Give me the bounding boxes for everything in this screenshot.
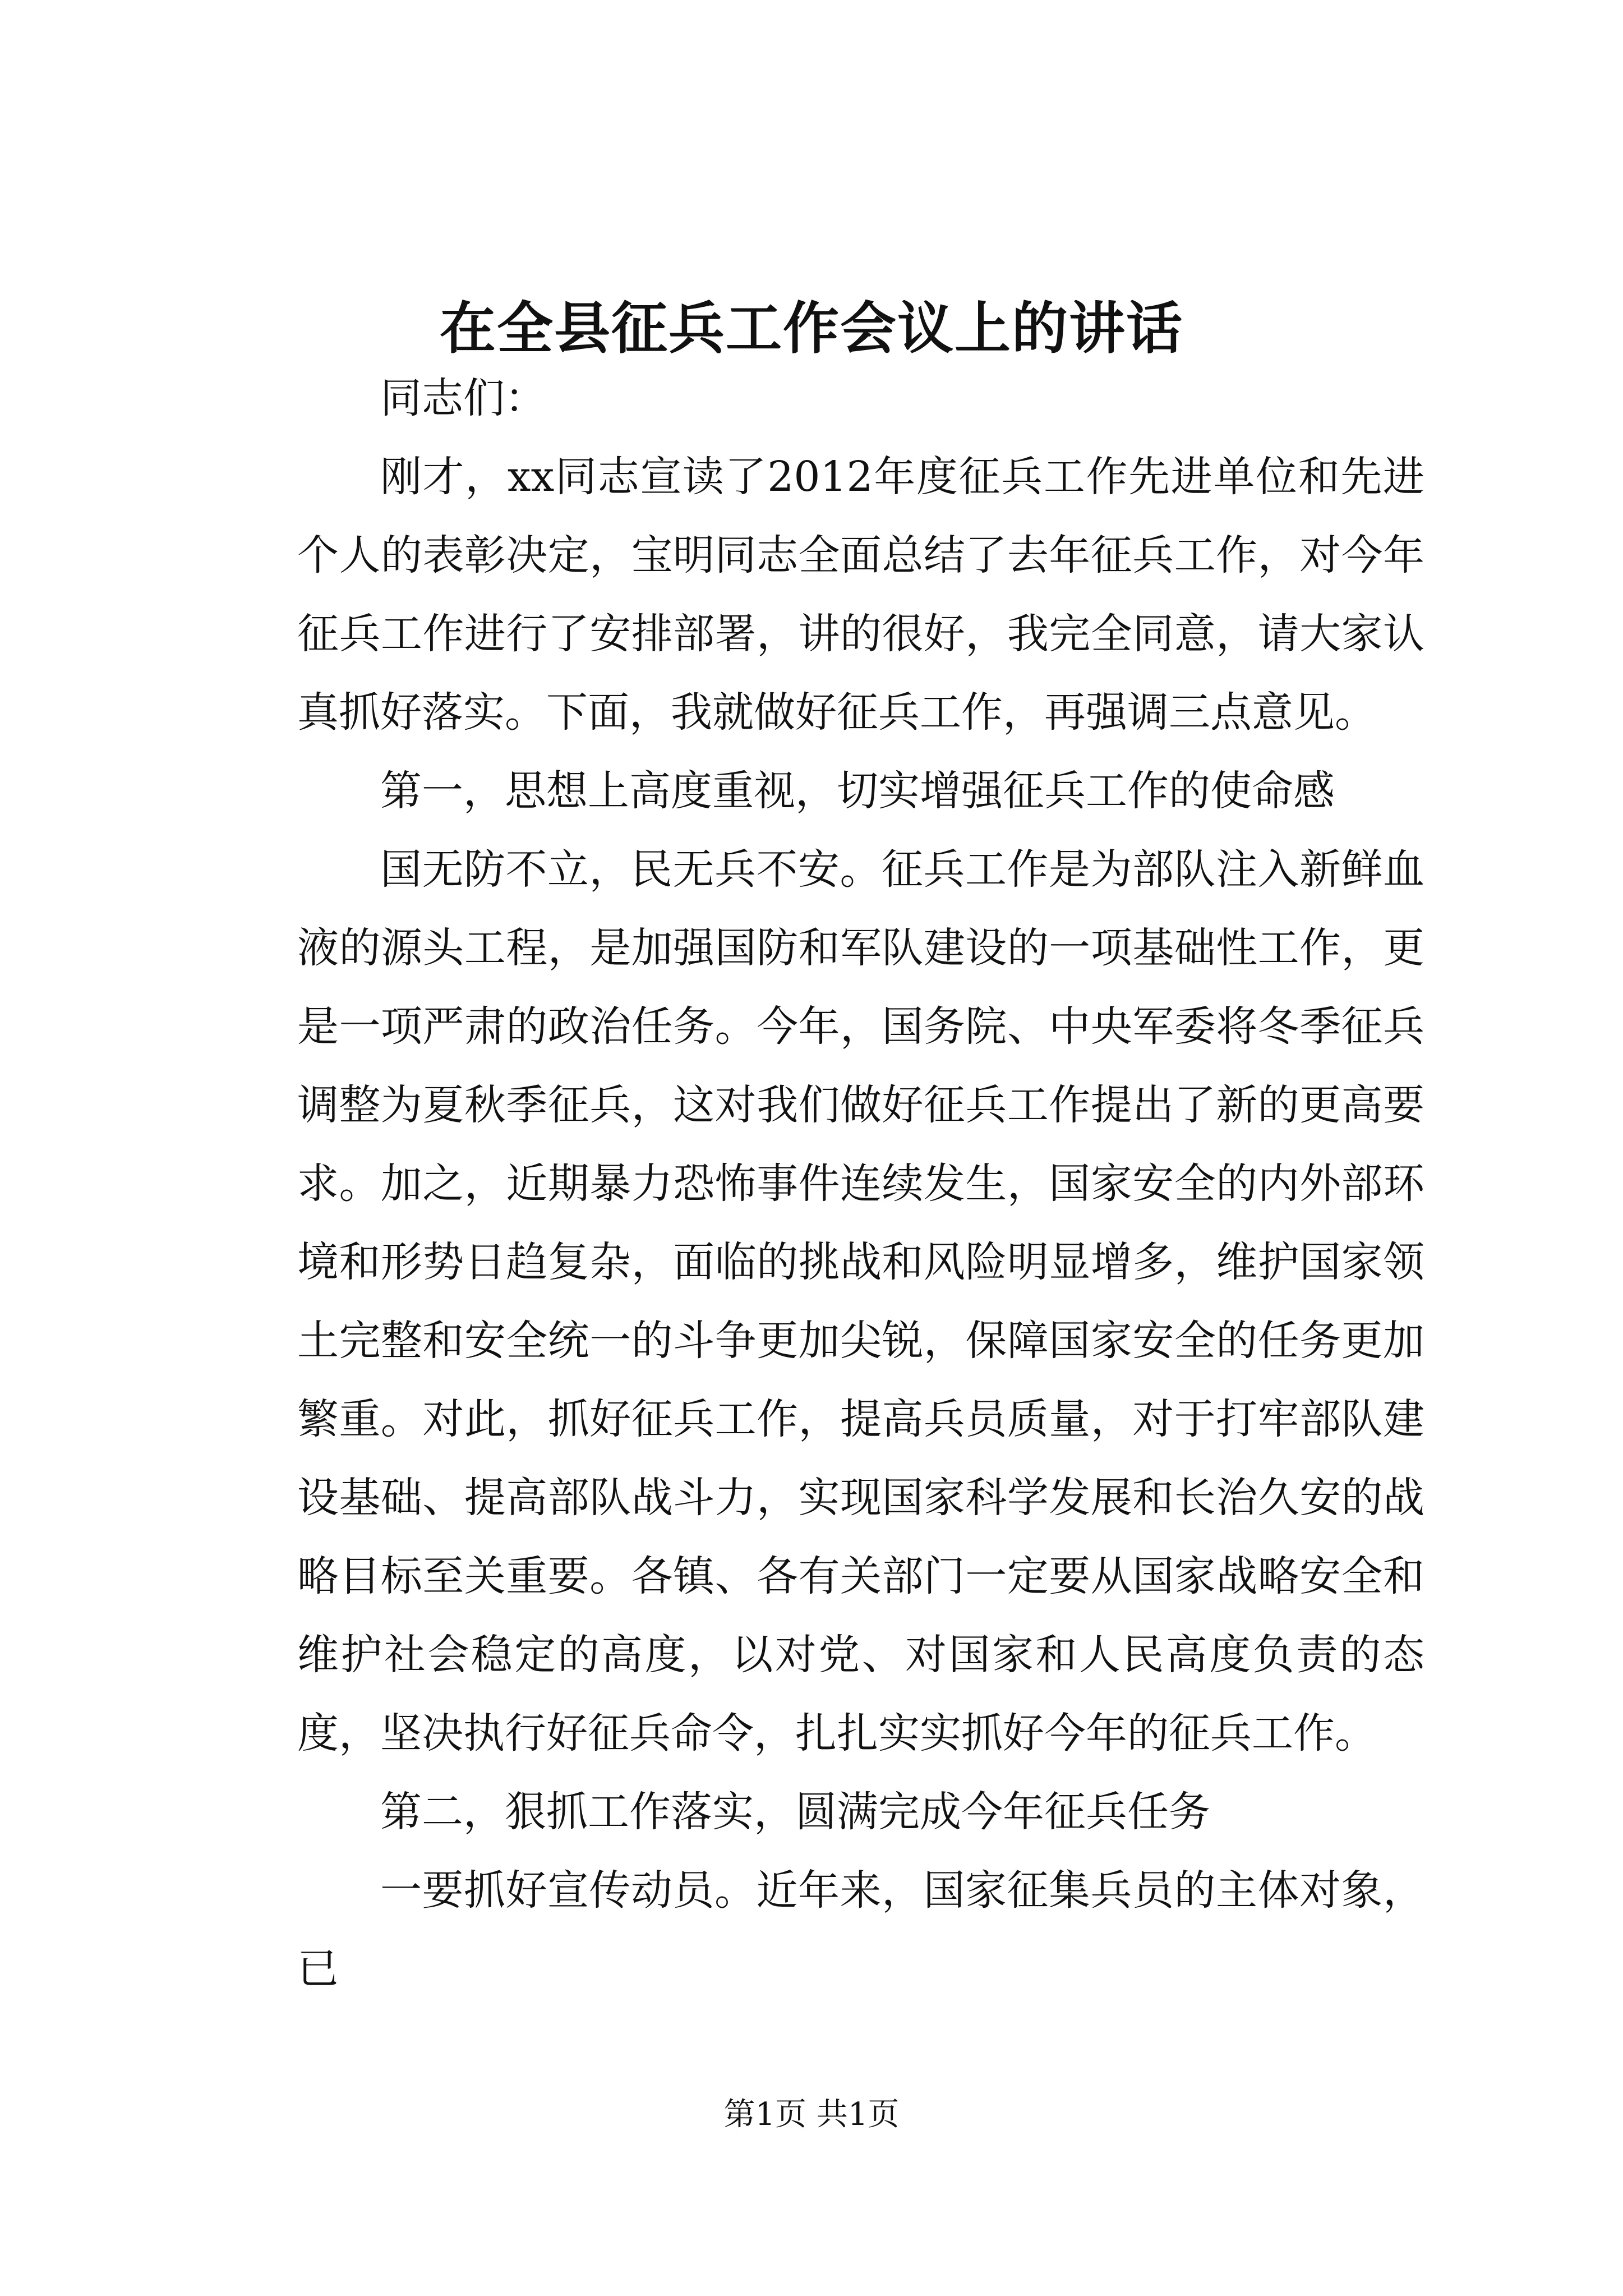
opening-paragraph: 刚才，xx同志宣读了2012年度征兵工作先进单位和先进个人的表彰决定，宝明同志全面总结了去年征兵工作，对今年征兵工作进行了安排部署，讲的很好，我完全同意，请大家认真抓好落实。下面，我就做好征兵工作，再强调三点意见。 bbox=[297, 453, 1424, 737]
document-body bbox=[297, 359, 1424, 2008]
section-2-paragraph: 一要抓好宣传动员。近年来，国家征集兵员的主体对象，已 bbox=[297, 1866, 1424, 1993]
document-title: 在全县征兵工作会议上的讲话 bbox=[440, 295, 1183, 361]
section-1-paragraph: 国无防不立，民无兵不安。征兵工作是为部队注入新鲜血液的源头工程，是加强国防和军队建设的一项基础性工作，更是一项严肃的政治任务。今年，国务院、中央军委将冬季征兵调整为夏秋季征兵，这对我们做好征兵工作提出了新的更高要求。加之，近期暴力恐怖事件连续发生，国家安全的内外部环境和形势日趋复杂，面临的挑战和风险明显增多，维护国家领土完整和安全统一的斗争更加尖锐，保障国家安全的任务更加繁重。对此，抓好征兵工作，提高兵员质量，对于打牢部队建设基础、提高部队战斗力，实现国家科学发展和长治久安的战略目标至关重要。各镇、各有关部门一定要从国家战略安全和维护社会稳定的高度，以对党、对国家和人民高度负责的态度，坚决执行好征兵命令，扎扎实实抓好今年的征兵工作。 bbox=[297, 845, 1424, 1757]
section-heading-1: 第一，思想上高度重视，切实增强征兵工作的使命感 bbox=[380, 767, 1335, 815]
section-heading-2: 第二，狠抓工作落实，圆满完成今年征兵任务 bbox=[380, 1788, 1210, 1836]
salutation: 同志们： bbox=[380, 374, 546, 422]
page-footer: 第1页 共1页 bbox=[723, 2096, 900, 2133]
